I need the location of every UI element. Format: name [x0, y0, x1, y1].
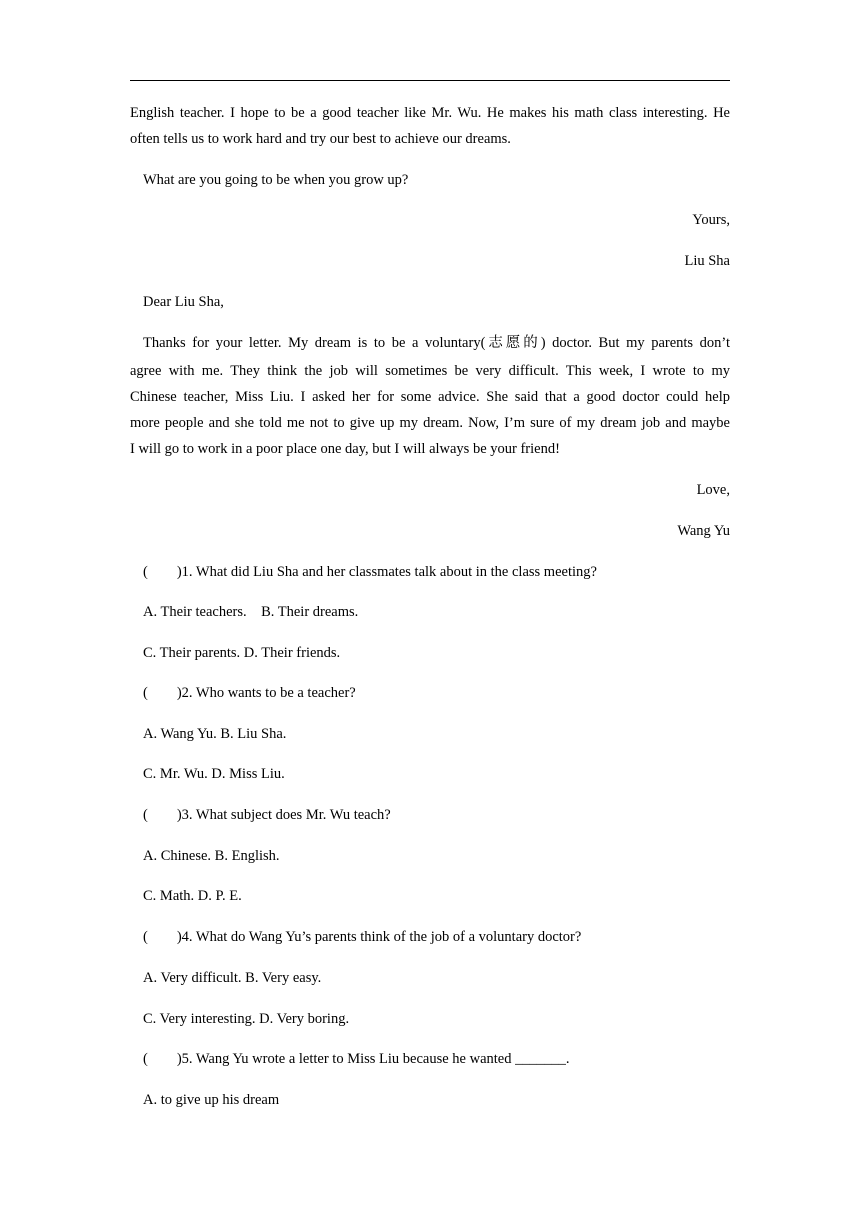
question-stem: ( )5. Wang Yu wrote a letter to Miss Liu because he wanted _______.: [143, 1051, 570, 1067]
question-option: A. Very difficult. B. Very easy.: [143, 970, 322, 986]
letter2-text-line: more people and she told me not to give up my dream. Now, I’m sure of my dream job and maybe: [130, 415, 730, 431]
letter1-text-line: English teacher. I hope to be a good teacher like Mr. Wu. He makes his math class interesting. He: [130, 105, 730, 121]
letter2-greeting: Dear Liu Sha,: [143, 294, 224, 310]
question-option: C. Math. D. P. E.: [143, 888, 242, 904]
question-option: A. Chinese. B. English.: [143, 848, 280, 864]
question-option: A. Wang Yu. B. Liu Sha.: [143, 726, 287, 742]
question-stem: ( )4. What do Wang Yu’s parents think of the job of a voluntary doctor?: [143, 929, 582, 945]
letter1-text-line: often tells us to work hard and try our best to achieve our dreams.: [130, 131, 511, 147]
question-stem: ( )3. What subject does Mr. Wu teach?: [143, 807, 391, 823]
letter1-signature: Liu Sha: [684, 253, 730, 269]
question-option: C. Very interesting. D. Very boring.: [143, 1011, 350, 1027]
header-rule: [130, 80, 730, 81]
letter2-signature: Wang Yu: [677, 523, 730, 539]
question-stem: ( )1. What did Liu Sha and her classmates talk about in the class meeting?: [143, 564, 597, 580]
letter2-text-line: I will go to work in a poor place one day, but I will always be your friend!: [130, 441, 560, 457]
question-option: C. Mr. Wu. D. Miss Liu.: [143, 766, 285, 782]
question-option: C. Their parents. D. Their friends.: [143, 645, 341, 661]
question-option: A. to give up his dream: [143, 1092, 280, 1108]
letter1-closing: Yours,: [692, 212, 730, 228]
letter2-text-line: Thanks for your letter. My dream is to be a voluntary(志愿的) doctor. But my parents don’t: [143, 335, 730, 351]
letter2-text-line: Chinese teacher, Miss Liu. I asked her for some advice. She said that a good doctor could help: [130, 389, 730, 405]
question-option: A. Their teachers. B. Their dreams.: [143, 604, 359, 620]
letter2-text-line: agree with me. They think the job will sometimes be very difficult. This week, I wrote to my: [130, 363, 730, 379]
question-stem: ( )2. Who wants to be a teacher?: [143, 685, 356, 701]
letter1-question: What are you going to be when you grow up?: [143, 172, 409, 188]
letter2-closing: Love,: [696, 482, 730, 498]
